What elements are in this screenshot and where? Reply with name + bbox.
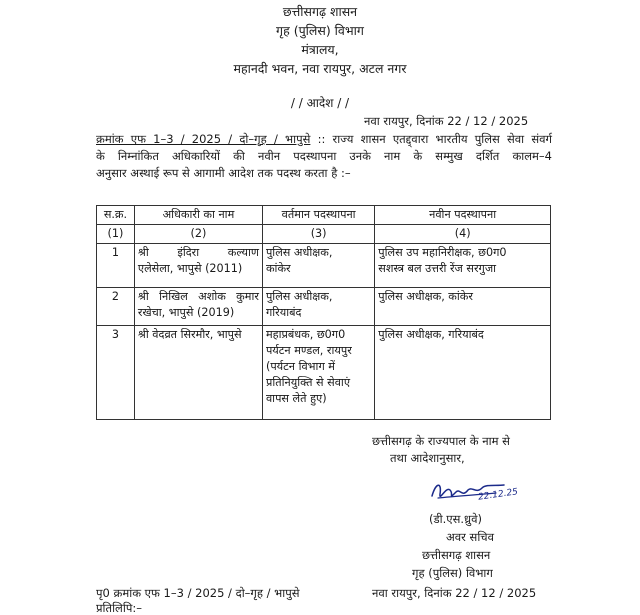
cell-line: पुलिस अधीक्षक, bbox=[265, 290, 333, 303]
cell-sno: 1 bbox=[97, 244, 135, 288]
col-header-current: वर्तमान पदस्थापना bbox=[262, 206, 374, 225]
closing-line-1: छत्तीसगढ़ के राज्यपाल के नाम से bbox=[372, 434, 510, 448]
signatory-dept: गृह (पुलिस) विभाग bbox=[412, 566, 493, 580]
cell-current-posting bbox=[262, 326, 374, 420]
cell-line: पुलिस अधीक्षक, गरियाबंद bbox=[378, 328, 484, 341]
signatory-name: (डी.एस.ध्रुवे) bbox=[429, 512, 483, 526]
header-govt: छत्तीसगढ़ शासन bbox=[282, 4, 358, 19]
cell-line: पुलिस उप महानिरीक्षक, छ0ग0 bbox=[378, 246, 507, 259]
col-number: (2) bbox=[134, 225, 262, 244]
table-header-row bbox=[97, 206, 551, 225]
cell-sno: 2 bbox=[97, 288, 135, 326]
cell-sno: 3 bbox=[97, 326, 135, 420]
signatory-designation: अवर सचिव bbox=[446, 530, 494, 544]
cell-line: श्री इंदिरा कल्याण bbox=[137, 246, 259, 259]
cell-line: श्री निखिल अशोक कुमार bbox=[137, 290, 259, 303]
cell-line: पर्यटन मण्डल, रायपुर bbox=[265, 344, 352, 357]
table-column-number-row bbox=[97, 225, 551, 244]
cell-new-posting bbox=[375, 288, 551, 326]
col-header-name: अधिकारी का नाम bbox=[134, 206, 262, 225]
order-body bbox=[96, 131, 552, 182]
cell-officer-name bbox=[134, 288, 262, 326]
place-date: नवा रायपुर, दिनांक 22 / 12 / 2025 bbox=[364, 114, 529, 128]
table-row bbox=[97, 288, 551, 326]
posting-table bbox=[96, 205, 551, 420]
header-ministry: मंत्रालय, bbox=[301, 42, 339, 57]
cell-line: महाप्रबंधक, छ0ग0 bbox=[265, 328, 346, 341]
order-body-line-1: :: राज्य शासन एतद्द्वारा भारतीय पुलिस सेवा संवर्ग bbox=[317, 132, 552, 146]
cell-line: एलेसेला, भापुसे (2011) bbox=[137, 262, 243, 275]
cell-line: सशस्त्र बल उत्तरी रेंज सरगुजा bbox=[378, 262, 497, 275]
header-dept: गृह (पुलिस) विभाग bbox=[276, 23, 364, 38]
cell-officer-name bbox=[134, 244, 262, 288]
closing-line-2: तथा आदेशानुसार, bbox=[390, 451, 465, 465]
col-number: (4) bbox=[375, 225, 551, 244]
signature-date: 22.12.25 bbox=[477, 487, 519, 503]
cell-new-posting bbox=[375, 244, 551, 288]
cell-current-posting bbox=[262, 288, 374, 326]
order-body-line-2: के निम्नांकित अधिकारियों की नवीन पदस्थापना उनके नाम के सम्मुख दर्शित कालम–4 bbox=[96, 149, 552, 163]
order-body-line-3: अनुसार अस्थाई रूप से आगामी आदेश तक पदस्थ करता है :– bbox=[96, 166, 351, 180]
signature-mark bbox=[426, 476, 536, 510]
cell-line: (पर्यटन विभाग में bbox=[265, 360, 335, 373]
cell-line: वापस लेते हुए) bbox=[265, 392, 327, 405]
col-header-new: नवीन पदस्थापना bbox=[375, 206, 551, 225]
table-row bbox=[97, 244, 551, 288]
cell-line: गरियाबंद bbox=[265, 306, 302, 319]
col-header-sno: स.क्र. bbox=[97, 206, 135, 225]
cell-line: पुलिस अधीक्षक, कांकेर bbox=[378, 290, 473, 303]
cell-line: रखेचा, भापुसे (2019) bbox=[137, 306, 235, 319]
col-number: (1) bbox=[97, 225, 135, 244]
endorsement-ref: पृ0 क्रमांक एफ 1–3 / 2025 / दो–गृह / भापुसे bbox=[96, 586, 300, 600]
col-number: (3) bbox=[262, 225, 374, 244]
endorsement-place-date: नवा रायपुर, दिनांक 22 / 12 / 2025 bbox=[372, 586, 537, 600]
cell-current-posting bbox=[262, 244, 374, 288]
header-address: महानदी भवन, नवा रायपुर, अटल नगर bbox=[233, 61, 407, 76]
table-row bbox=[97, 326, 551, 420]
cell-new-posting bbox=[375, 326, 551, 420]
cell-line: कांकेर bbox=[265, 262, 291, 275]
order-heading: / / आदेश / / bbox=[290, 96, 350, 110]
cell-line: श्री वेदव्रत सिरमौर, भापुसे bbox=[137, 328, 242, 341]
cell-officer-name bbox=[134, 326, 262, 420]
cell-line: प्रतिनियुक्ति से सेवाएं bbox=[265, 376, 351, 389]
signatory-govt: छत्तीसगढ़ शासन bbox=[422, 548, 491, 562]
order-ref-number: क्रमांक एफ 1–3 / 2025 / दो–गृह / भापुसे bbox=[96, 132, 311, 146]
copy-to-label: प्रतिलिपि:– bbox=[96, 601, 142, 615]
cell-line: पुलिस अधीक्षक, bbox=[265, 246, 333, 259]
